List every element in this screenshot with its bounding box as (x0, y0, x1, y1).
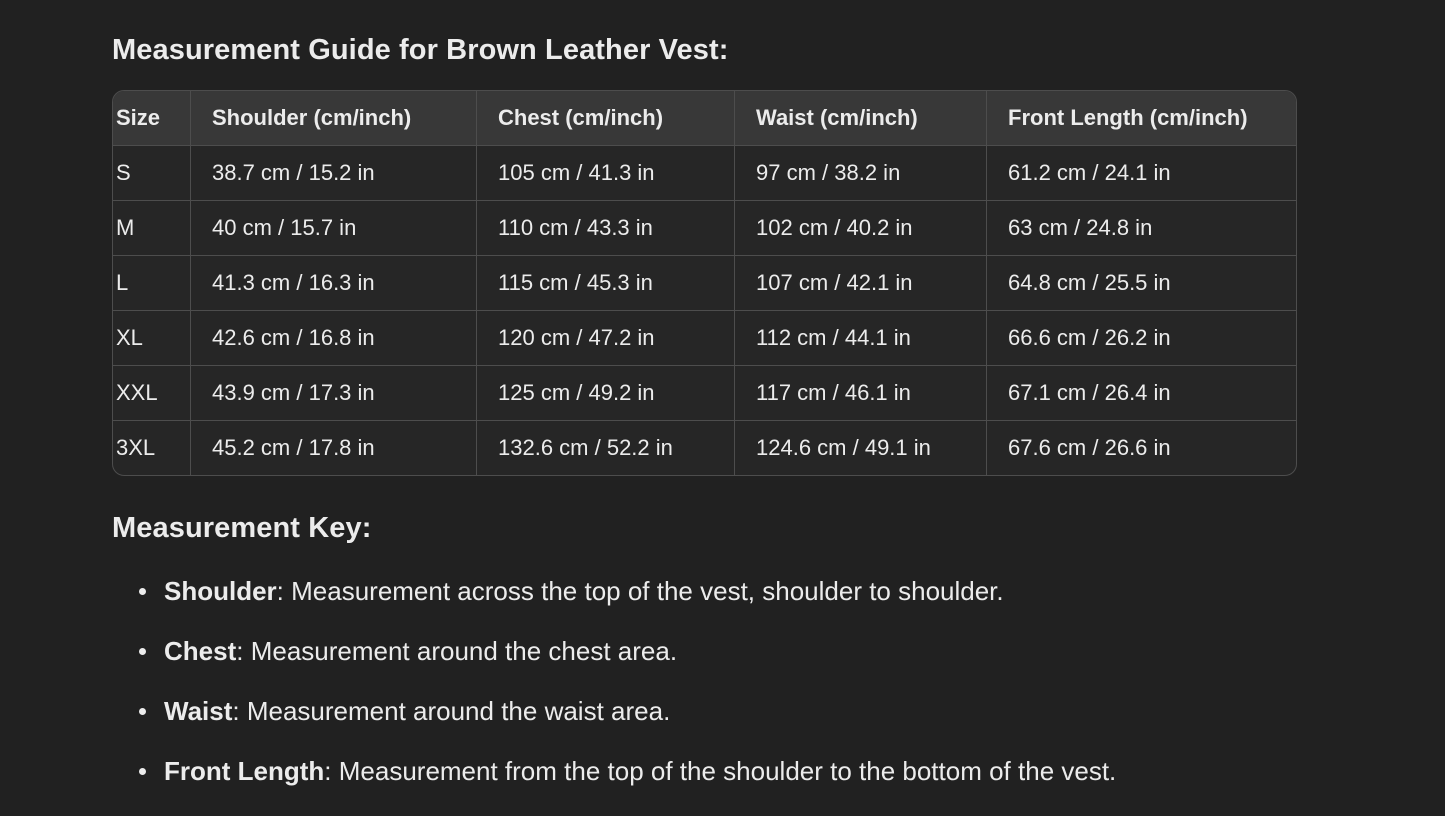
table-cell: 64.8 cm / 25.5 in (987, 256, 1298, 311)
table-cell: S (113, 146, 191, 201)
key-term: Waist (164, 696, 233, 726)
table-row-3xl (113, 421, 1298, 476)
key-description: : Measurement around the chest area. (236, 636, 678, 666)
table-cell: XXL (113, 366, 191, 421)
table-cell: 107 cm / 42.1 in (735, 256, 987, 311)
table-cell: 115 cm / 45.3 in (477, 256, 735, 311)
column-header-size: Size (113, 91, 191, 146)
table-cell: 43.9 cm / 17.3 in (191, 366, 477, 421)
list-item-front-length (112, 754, 1405, 788)
table-cell: XL (113, 311, 191, 366)
table-cell: 3XL (113, 421, 191, 476)
table-cell: 40 cm / 15.7 in (191, 201, 477, 256)
key-term: Shoulder (164, 576, 277, 606)
table-cell: 38.7 cm / 15.2 in (191, 146, 477, 201)
size-table-grid (112, 90, 1297, 476)
table-row-xxl (113, 366, 1298, 421)
table-cell: 42.6 cm / 16.8 in (191, 311, 477, 366)
table-row-l (113, 256, 1298, 311)
table-cell: 110 cm / 43.3 in (477, 201, 735, 256)
table-cell: L (113, 256, 191, 311)
table-row-xl (113, 311, 1298, 366)
table-row-m (113, 201, 1298, 256)
page-title: Measurement Guide for Brown Leather Vest: (112, 34, 729, 66)
column-header-shoulder: Shoulder (cm/inch) (191, 91, 477, 146)
table-row-s (113, 146, 1298, 201)
table-cell: 105 cm / 41.3 in (477, 146, 735, 201)
key-term: Front Length (164, 756, 325, 786)
table-header-row (113, 91, 1298, 146)
bullet-icon (139, 768, 146, 775)
table-cell: 120 cm / 47.2 in (477, 311, 735, 366)
key-description: : Measurement from the top of the shoulder to the bottom of the vest. (324, 756, 1117, 786)
key-description: : Measurement around the waist area. (232, 696, 671, 726)
measurement-key-list (112, 574, 1405, 788)
table-cell: 97 cm / 38.2 in (735, 146, 987, 201)
key-term: Chest (164, 636, 237, 666)
list-item-shoulder (112, 574, 1405, 608)
key-description: : Measurement across the top of the vest, shoulder to shoulder. (276, 576, 1004, 606)
table-cell: 67.6 cm / 26.6 in (987, 421, 1298, 476)
column-header-waist: Waist (cm/inch) (735, 91, 987, 146)
key-section-title: Measurement Key: (112, 512, 372, 544)
list-item-chest (112, 634, 1405, 668)
bullet-icon (139, 588, 146, 595)
list-item-waist (112, 694, 1405, 728)
table-cell: 61.2 cm / 24.1 in (987, 146, 1298, 201)
table-cell: 66.6 cm / 26.2 in (987, 311, 1298, 366)
column-header-front-length: Front Length (cm/inch) (987, 91, 1298, 146)
column-header-chest: Chest (cm/inch) (477, 91, 735, 146)
table-cell: 117 cm / 46.1 in (735, 366, 987, 421)
table-cell: 41.3 cm / 16.3 in (191, 256, 477, 311)
table-cell: 63 cm / 24.8 in (987, 201, 1298, 256)
bullet-icon (139, 648, 146, 655)
table-cell: 124.6 cm / 49.1 in (735, 421, 987, 476)
table-cell: M (113, 201, 191, 256)
table-cell: 125 cm / 49.2 in (477, 366, 735, 421)
bullet-icon (139, 708, 146, 715)
size-table (112, 90, 1297, 476)
table-cell: 67.1 cm / 26.4 in (987, 366, 1298, 421)
table-cell: 112 cm / 44.1 in (735, 311, 987, 366)
table-cell: 45.2 cm / 17.8 in (191, 421, 477, 476)
table-cell: 132.6 cm / 52.2 in (477, 421, 735, 476)
table-cell: 102 cm / 40.2 in (735, 201, 987, 256)
